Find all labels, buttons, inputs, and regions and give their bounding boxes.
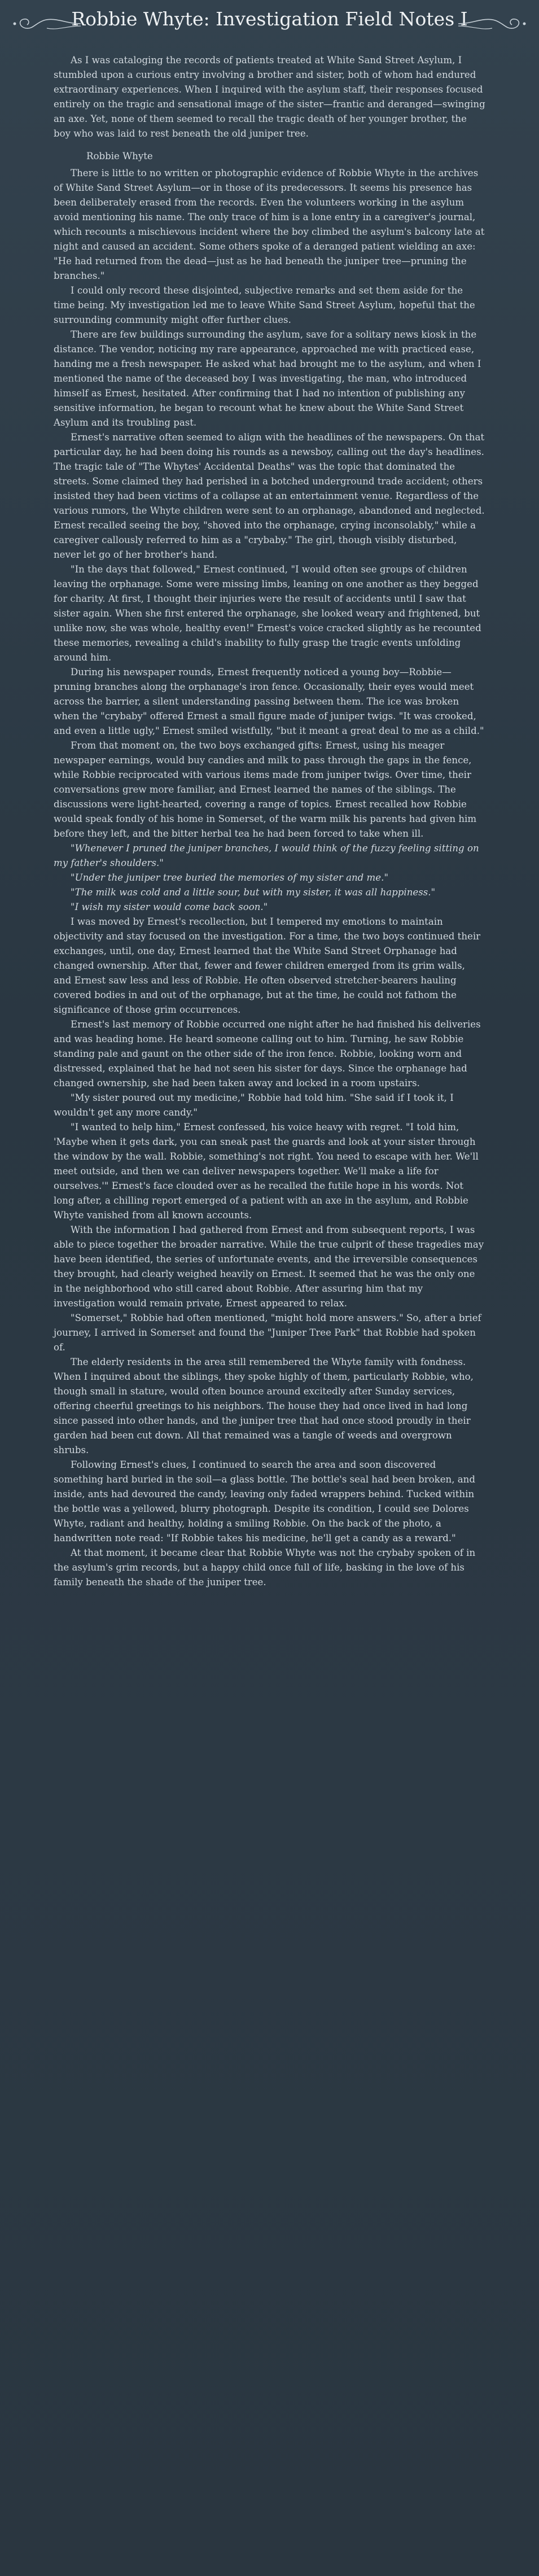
document-body bbox=[0, 30, 539, 1590]
body-paragraph: At that moment, it became clear that Robbie Whyte was not the crybaby spoken of in the asylum's grim records, but a happy child once full of life, basking in the love of his family beneath the shade of the juniper tree. bbox=[54, 1547, 476, 1587]
body-paragraph: "I wanted to help him," Ernest confessed, his voice heavy with regret. "I told him, 'Maybe when it gets dark, you can sneak past the guards and look at your sister through the window by the wall. Robbie, something's not right. You need to escape with her. We'll meet outside, and then we can deliver newspapers together. We'll make a life for ourselves.'" Ernest's face clouded over as he recalled the futile hope in his words. Not long after, a chilling report emerged of a patient with an axe in the asylum, and Robbie Whyte vanished from all known accounts. bbox=[54, 1122, 479, 1221]
page-title: Robbie Whyte: Investigation Field Notes I bbox=[71, 8, 468, 30]
body-paragraph: From that moment on, the two boys exchanged gifts: Ernest, using his meager newspaper earnings, would buy candies and milk to pass through the gaps in the fence, while Robbie reciprocated with various items made from juniper twigs. Over time, their conversations grew more familiar, and Ernest learned the names of the siblings. The discussions were light-hearted, covering a range of topics. Ernest recalled how Robbie would speak fondly of his home in Somerset, of the warm milk his parents had given him before they left, and the bitter herbal tea he had been forced to take when ill. bbox=[54, 740, 477, 839]
body-paragraph: "My sister poured out my medicine," Robbie had told him. "She said if I took it, I wouldn't get any more candy." bbox=[54, 1092, 454, 1118]
body-paragraph: With the information I had gathered from Ernest and from subsequent reports, I was able to piece together the broader narrative. While the true culprit of these tragedies may have been identified, the series of unfortunate events, and the irreversible consequences they brought, had clearly weighed heavily on Ernest. It seemed that he was the only one in the neighborhood who still cared about Robbie. After assuring him that my investigation would remain private, Ernest appeared to relax. bbox=[54, 1224, 484, 1309]
body-paragraph: Ernest's narrative often seemed to align with the headlines of the newspapers. On that particular day, he had been doing his rounds as a newsboy, calling out the day's headlines. The tragic tale of "The Whytes' Accidental Deaths" was the topic that dominated the streets. Some claimed they had perished in a botched underground trade accident; others insisted they had been victims of a collapse at an entertainment venue. Regardless of the various rumors, the Whyte children were sent to an orphanage, abandoned and neglected. Ernest recalled seeing the boy, "shoved into the orphanage, crying inconsolably," while a caregiver callously referred to him as a "crybaby." The girl, though visibly disturbed, never let go of her brother's hand. bbox=[54, 432, 485, 560]
body-paragraph: I could only record these disjointed, subjective remarks and set them aside for the time being. My investigation led me to leave White Sand Street Asylum, hopeful that the surrounding community might offer further clues. bbox=[54, 285, 475, 325]
quote-paragraph: "Whenever I pruned the juniper branches, I would think of the fuzzy feeling sitting on my father's shoulders." bbox=[54, 843, 479, 868]
right-ornament-icon bbox=[455, 12, 529, 35]
left-ornament-icon bbox=[10, 12, 84, 35]
body-paragraph: There is little to no written or photographic evidence of Robbie Whyte in the archives of White Sand Street Asylum—or in those of its predecessors. It seems his presence has been deliberately erased from the records. Even the volunteers working in the asylum avoid mentioning his name. The only trace of him is a lone entry in a caregiver's journal, which recounts a mischievous incident where the boy climbed the asylum's balcony late at night and caused an accident. Some others spoke of a deranged patient wielding an axe: "He had returned from the dead—just as he had beneath the juniper tree—pruning the branches." bbox=[54, 168, 485, 281]
quote-paragraph: "Under the juniper tree buried the memories of my sister and me." bbox=[71, 872, 389, 883]
body-paragraph: Ernest's last memory of Robbie occurred one night after he had finished his deliveries and was heading home. He heard someone calling out to him. Turning, he saw Robbie standing pale and gaunt on the other side of the iron fence. Robbie, looking worn and distressed, explained that he had not seen his sister for days. Since the orphanage had changed ownership, she had been taken away and locked in a room upstairs. bbox=[54, 1019, 481, 1088]
body-paragraph: "In the days that followed," Ernest continued, "I would often see groups of children leaving the orphanage. Some were missing limbs, leaning on one another as they begged for charity. At first, I thought their injuries were the result of accidents until I saw that sister again. When she first entered the orphanage, she looked weary and frightened, but unlike now, she was whole, healthy even!" Ernest's voice cracked slightly as he recounted these memories, revealing a child's inability to fully grasp the tragic events unfolding around him. bbox=[54, 564, 481, 663]
body-paragraph: There are few buildings surrounding the asylum, save for a solitary news kiosk in the distance. The vendor, noticing my rare appearance, approached me with practiced ease, handing me a fresh newspaper. He asked what had brought me to the asylum, and when I mentioned the name of the deceased boy I was investigating, the man, who introduced himself as Ernest, hesitated. After confirming that I had no intention of publishing any sensitive information, he began to recount what he knew about the White Sand Street Asylum and its troubling past. bbox=[54, 329, 481, 428]
body-paragraph: The elderly residents in the area still remembered the Whyte family with fondness. When I inquired about the siblings, they spoke highly of them, particularly Robbie, who, though small in stature, would often bounce around excitedly after Sunday services, offering cheerful greetings to his neighbors. The house they had once lived in had long since passed into other hands, and the juniper tree that had once stood proudly in their garden had been cut down. All that remained was a tangle of weeds and overgrown shrubs. bbox=[54, 1357, 474, 1455]
section-heading: Robbie Whyte bbox=[86, 151, 153, 161]
body-paragraph: "Somerset," Robbie had often mentioned, "might hold more answers." So, after a brief journey, I arrived in Somerset and found the "Juniper Tree Park" that Robbie had spoken of. bbox=[54, 1313, 481, 1353]
intro-paragraph: As I was cataloging the records of patients treated at White Sand Street Asylum, I stumbled upon a curious entry involving a brother and sister, both of whom had endured extraordinary experiences. When I inquired with the asylum staff, their responses focused entirely on the tragic and sensational image of the sister—frantic and deranged—swinging an axe. Yet, none of them seemed to recall the tragic death of her younger brother, the boy who was laid to rest beneath the old juniper tree. bbox=[54, 55, 485, 139]
body-paragraph: I was moved by Ernest's recollection, but I tempered my emotions to maintain objectivity and stay focused on the investigation. For a time, the two boys continued their exchanges, until, one day, Ernest learned that the White Sand Street Orphanage had changed ownership. After that, fewer and fewer children emerged from its grim walls, and Ernest saw less and less of Robbie. He often observed stretcher-bearers hauling covered bodies in and out of the orphanage, but at the time, he could not fathom the significance of those grim occurrences. bbox=[54, 916, 481, 1015]
quote-paragraph: "The milk was cold and a little sour, but with my sister, it was all happiness." bbox=[71, 887, 436, 898]
quote-paragraph: "I wish my sister would come back soon." bbox=[71, 902, 268, 912]
body-paragraph: During his newspaper rounds, Ernest frequently noticed a young boy—Robbie—pruning branches along the orphanage's iron fence. Occasionally, their eyes would meet across the barrier, a silent understanding passing between them. The ice was broken when the "crybaby" offered Ernest a small figure made of juniper twigs. "It was crooked, and even a little ugly," Ernest smiled wistfully, "but it meant a great deal to me as a child." bbox=[54, 667, 484, 736]
body-paragraph: Following Ernest's clues, I continued to search the area and soon discovered something hard buried in the soil—a glass bottle. The bottle's seal had been broken, and inside, ants had devoured the candy, leaving only faded wrappers behind. Tucked within the bottle was a yellowed, blurry photograph. Despite its condition, I could see Dolores Whyte, radiant and healthy, holding a smiling Robbie. On the back of the photo, a handwritten note read: "If Robbie takes his medicine, he'll get a candy as a reward." bbox=[54, 1459, 475, 1543]
